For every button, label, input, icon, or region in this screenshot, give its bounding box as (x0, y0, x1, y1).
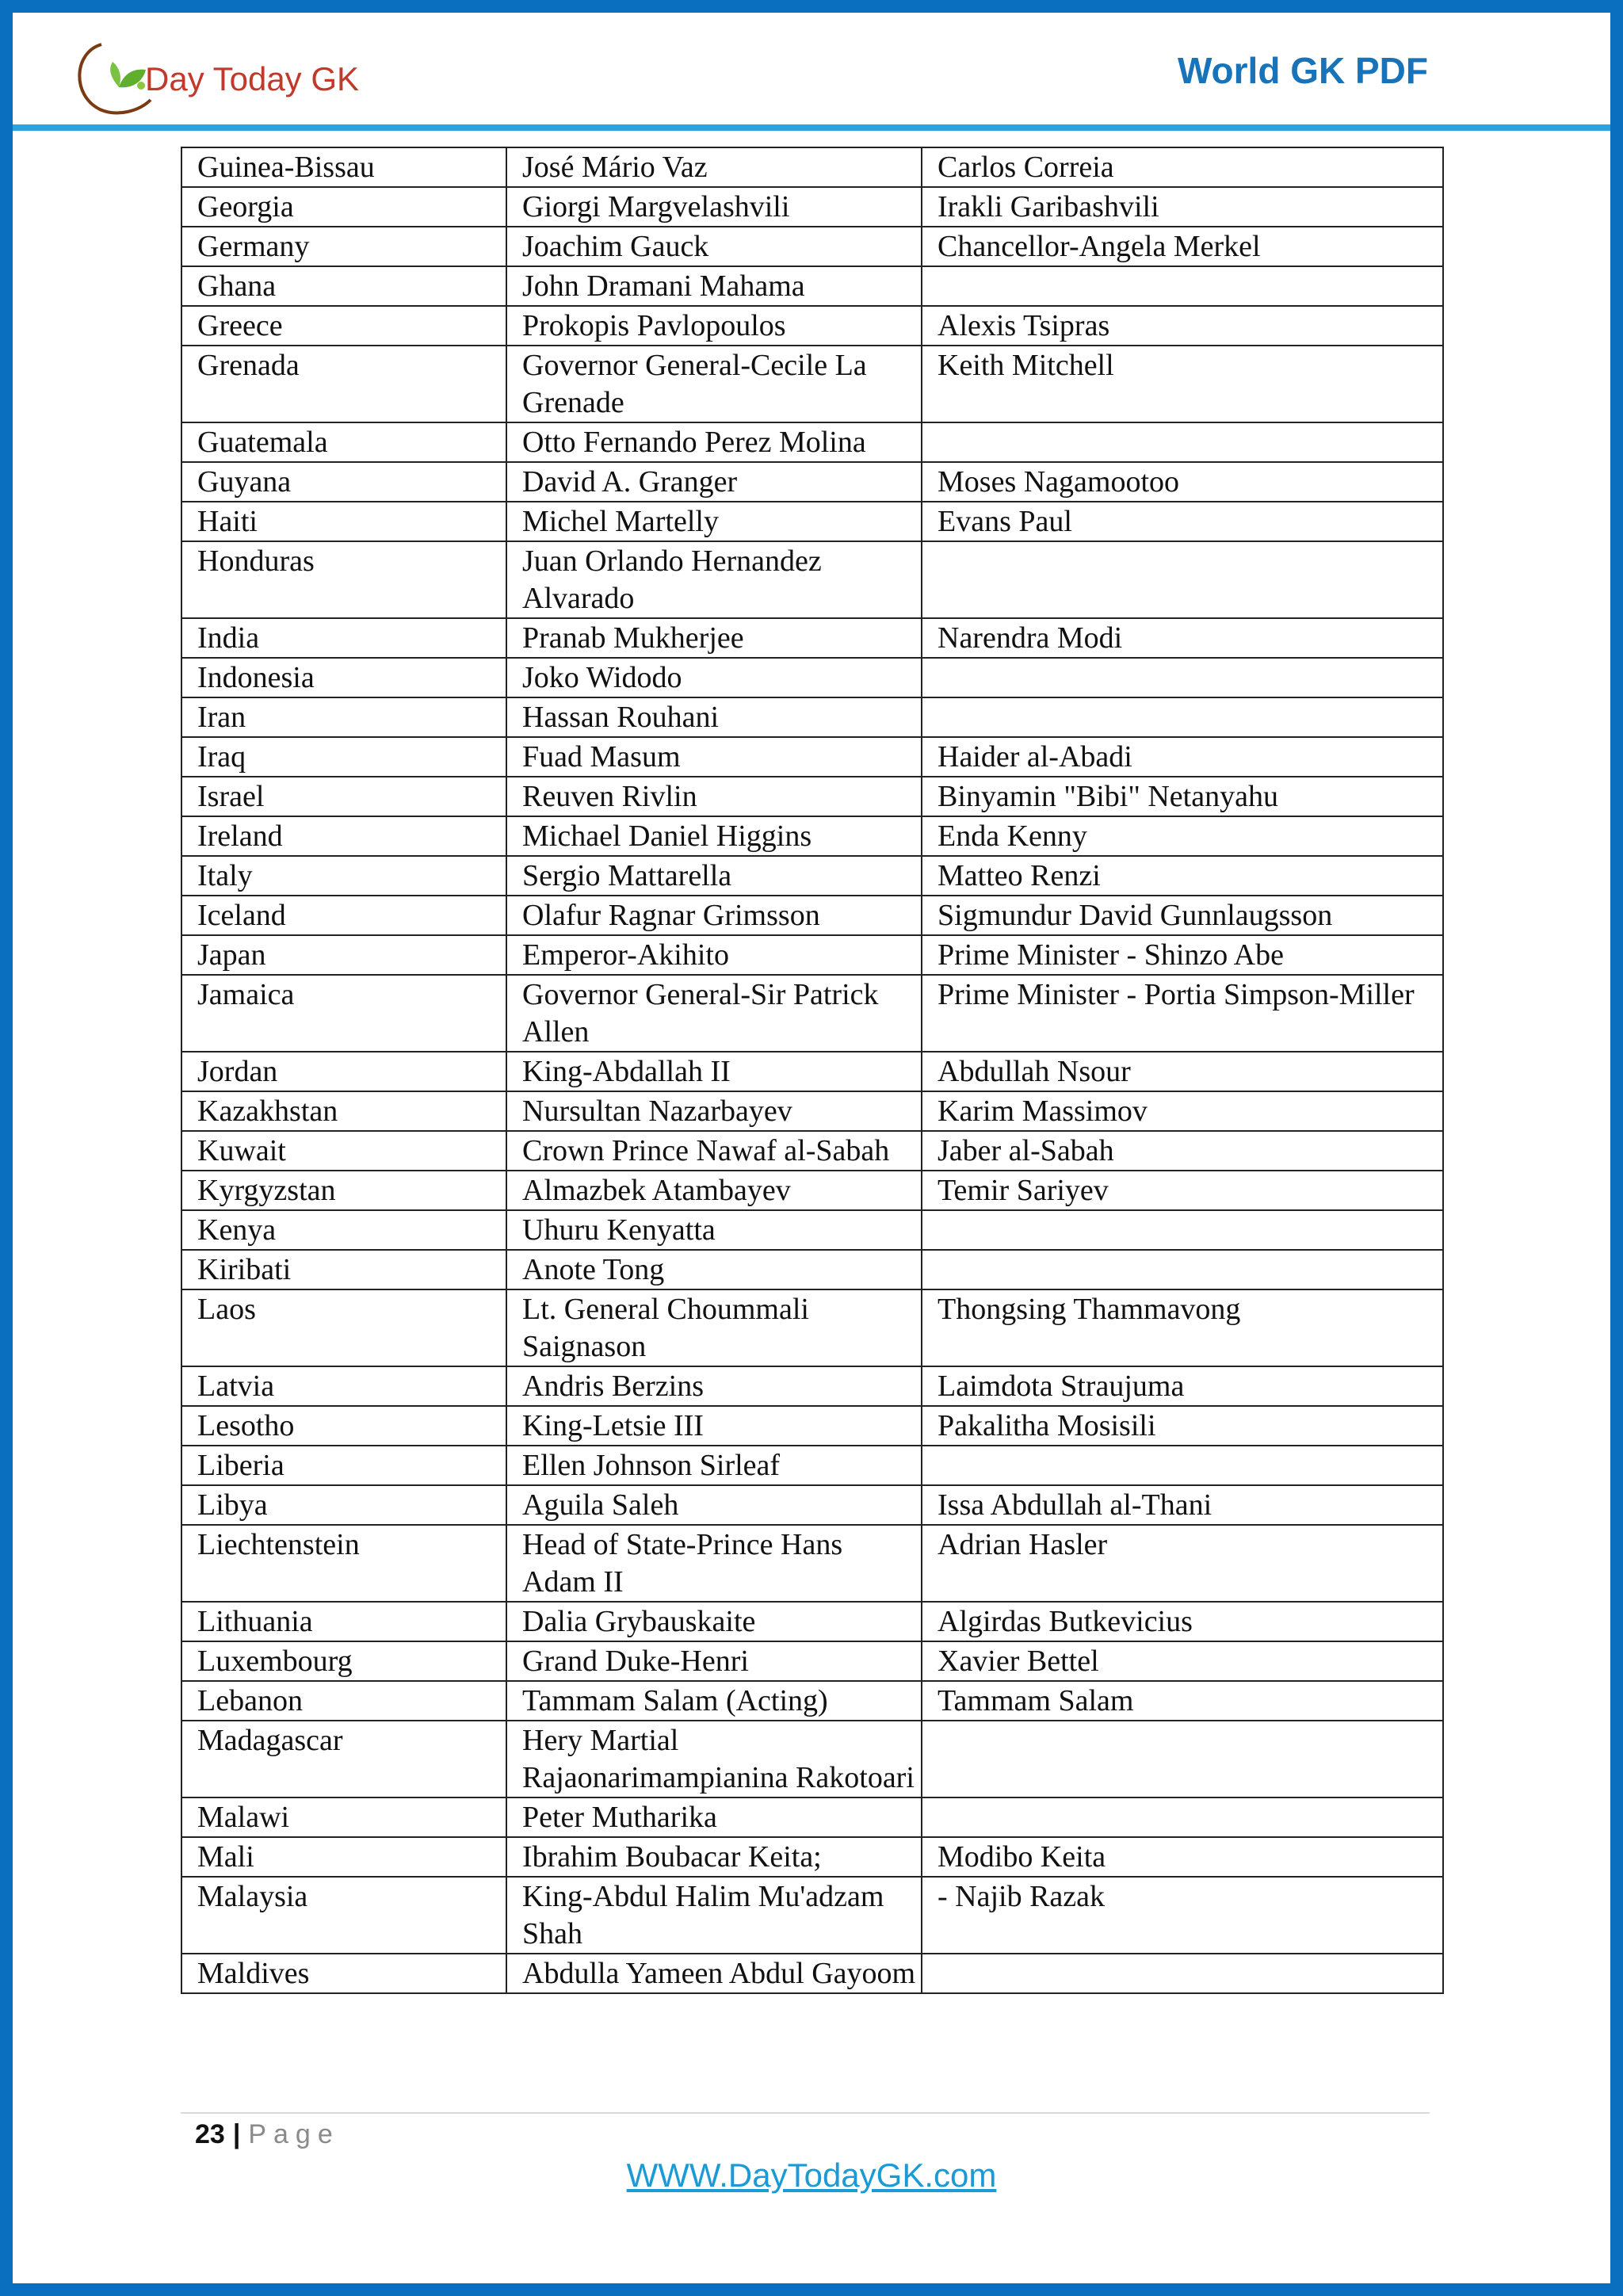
country-cell: Luxembourg (181, 1641, 506, 1681)
country-cell: Kuwait (181, 1131, 506, 1171)
head-of-government-cell: - Najib Razak (922, 1877, 1443, 1954)
head-of-government-cell: Binyamin "Bibi" Netanyahu (922, 777, 1443, 816)
table-row (181, 1131, 1443, 1171)
logo-text: Day Today GK (145, 60, 360, 97)
head-of-state-cell: Hassan Rouhani (506, 697, 922, 737)
country-cell: Ghana (181, 266, 506, 306)
head-of-state-cell: Crown Prince Nawaf al-Sabah (506, 1131, 922, 1171)
country-cell: Indonesia (181, 658, 506, 697)
head-of-government-cell (922, 541, 1443, 618)
head-of-government-cell: Algirdas Butkevicius (922, 1602, 1443, 1641)
header-divider (13, 124, 1610, 131)
country-cell: Latvia (181, 1366, 506, 1406)
head-of-government-cell: Prime Minister - Shinzo Abe (922, 935, 1443, 975)
head-of-state-cell: José Mário Vaz (506, 147, 922, 187)
country-cell: Iceland (181, 896, 506, 935)
head-of-government-cell: Karim Massimov (922, 1091, 1443, 1131)
head-of-government-cell: Pakalitha Mosisili (922, 1406, 1443, 1446)
head-of-government-cell (922, 1721, 1443, 1797)
head-of-state-cell: John Dramani Mahama (506, 266, 922, 306)
head-of-government-cell (922, 1954, 1443, 1993)
country-cell: Ireland (181, 816, 506, 856)
table-row (181, 1681, 1443, 1721)
table-row (181, 856, 1443, 896)
head-of-state-cell: Giorgi Margvelashvili (506, 187, 922, 227)
document-title: World GK PDF (1177, 50, 1428, 91)
table-row (181, 227, 1443, 266)
head-of-government-cell: Issa Abdullah al-Thani (922, 1485, 1443, 1525)
table-row (181, 346, 1443, 422)
table-row (181, 1210, 1443, 1250)
table-row (181, 266, 1443, 306)
footer-divider (181, 2112, 1430, 2114)
table-row (181, 935, 1443, 975)
table-row (181, 1954, 1443, 1993)
page-label: Page (248, 2119, 340, 2149)
country-cell: Greece (181, 306, 506, 346)
country-cell: Libya (181, 1485, 506, 1525)
head-of-state-cell: Grand Duke-Henri (506, 1641, 922, 1681)
table-row (181, 187, 1443, 227)
page-number-value: 23 (195, 2119, 225, 2149)
table-row (181, 1797, 1443, 1837)
head-of-state-cell: Dalia Grybauskaite (506, 1602, 922, 1641)
head-of-government-cell: Matteo Renzi (922, 856, 1443, 896)
head-of-state-cell: Andris Berzins (506, 1366, 922, 1406)
country-cell: Guatemala (181, 422, 506, 462)
country-cell: Haiti (181, 502, 506, 541)
heads-of-state-table (181, 147, 1444, 1994)
logo-leaf-icon (70, 38, 157, 117)
table-row (181, 697, 1443, 737)
head-of-state-cell: Tammam Salam (Acting) (506, 1681, 922, 1721)
head-of-state-cell: Sergio Mattarella (506, 856, 922, 896)
head-of-government-cell: Tammam Salam (922, 1681, 1443, 1721)
head-of-government-cell: Modibo Keita (922, 1837, 1443, 1877)
country-cell: Italy (181, 856, 506, 896)
country-cell: Japan (181, 935, 506, 975)
country-cell: Grenada (181, 346, 506, 422)
table-row (181, 658, 1443, 697)
head-of-state-cell: Aguila Saleh (506, 1485, 922, 1525)
head-of-government-cell: Laimdota Straujuma (922, 1366, 1443, 1406)
head-of-state-cell: King-Abdul Halim Mu'adzam Shah (506, 1877, 922, 1954)
table-row (181, 1877, 1443, 1954)
country-cell: Malaysia (181, 1877, 506, 1954)
table-row (181, 737, 1443, 777)
table-row (181, 1406, 1443, 1446)
head-of-government-cell: Abdullah Nsour (922, 1052, 1443, 1091)
head-of-government-cell: Irakli Garibashvili (922, 187, 1443, 227)
country-cell: Madagascar (181, 1721, 506, 1797)
head-of-government-cell: Temir Sariyev (922, 1171, 1443, 1210)
country-cell: Jordan (181, 1052, 506, 1091)
country-cell: Kiribati (181, 1250, 506, 1289)
country-cell: Malawi (181, 1797, 506, 1837)
country-cell: Liechtenstein (181, 1525, 506, 1602)
country-cell: Honduras (181, 541, 506, 618)
head-of-state-cell: Peter Mutharika (506, 1797, 922, 1837)
page-number (195, 2119, 340, 2150)
head-of-state-cell: Pranab Mukherjee (506, 618, 922, 658)
head-of-state-cell: Joachim Gauck (506, 227, 922, 266)
head-of-state-cell: David A. Granger (506, 462, 922, 502)
table-row (181, 306, 1443, 346)
country-cell: Maldives (181, 1954, 506, 1993)
head-of-government-cell (922, 1250, 1443, 1289)
head-of-state-cell: Ellen Johnson Sirleaf (506, 1446, 922, 1485)
head-of-state-cell: Ibrahim Boubacar Keita; (506, 1837, 922, 1877)
table-row (181, 1721, 1443, 1797)
head-of-state-cell: Juan Orlando Hernandez Alvarado (506, 541, 922, 618)
table-row (181, 462, 1443, 502)
table-row (181, 1641, 1443, 1681)
table-row (181, 1171, 1443, 1210)
head-of-state-cell: Governor General-Cecile La Grenade (506, 346, 922, 422)
table-row (181, 816, 1443, 856)
head-of-state-cell: Fuad Masum (506, 737, 922, 777)
head-of-state-cell: Joko Widodo (506, 658, 922, 697)
table-row (181, 1446, 1443, 1485)
country-cell: Jamaica (181, 975, 506, 1052)
head-of-state-cell: Lt. General Choummali Saignason (506, 1289, 922, 1366)
table-body (181, 147, 1443, 1993)
country-cell: Kazakhstan (181, 1091, 506, 1131)
country-cell: Guyana (181, 462, 506, 502)
table-row (181, 147, 1443, 187)
head-of-government-cell (922, 697, 1443, 737)
head-of-state-cell: Michel Martelly (506, 502, 922, 541)
head-of-state-cell: Nursultan Nazarbayev (506, 1091, 922, 1131)
table-row (181, 1289, 1443, 1366)
head-of-state-cell: King-Letsie III (506, 1406, 922, 1446)
table-row (181, 1366, 1443, 1406)
head-of-government-cell: Adrian Hasler (922, 1525, 1443, 1602)
head-of-government-cell: Carlos Correia (922, 147, 1443, 187)
country-cell: Germany (181, 227, 506, 266)
table-row (181, 1250, 1443, 1289)
head-of-government-cell: Enda Kenny (922, 816, 1443, 856)
head-of-government-cell: Thongsing Thammavong (922, 1289, 1443, 1366)
country-cell: India (181, 618, 506, 658)
country-cell: Liberia (181, 1446, 506, 1485)
country-cell: Kyrgyzstan (181, 1171, 506, 1210)
head-of-state-cell: Olafur Ragnar Grimsson (506, 896, 922, 935)
table-row (181, 541, 1443, 618)
country-cell: Iran (181, 697, 506, 737)
head-of-government-cell (922, 1797, 1443, 1837)
head-of-government-cell (922, 422, 1443, 462)
head-of-state-cell: Governor General-Sir Patrick Allen (506, 975, 922, 1052)
country-cell: Iraq (181, 737, 506, 777)
head-of-state-cell: Hery Martial Rajaonarimampianina Rakotoari (506, 1721, 922, 1797)
head-of-state-cell: Abdulla Yameen Abdul Gayoom (506, 1954, 922, 1993)
head-of-state-cell: Almazbek Atambayev (506, 1171, 922, 1210)
head-of-government-cell (922, 266, 1443, 306)
head-of-government-cell: Evans Paul (922, 502, 1443, 541)
head-of-government-cell: Prime Minister - Portia Simpson-Miller (922, 975, 1443, 1052)
website-link[interactable]: WWW.DayTodayGK.com (626, 2157, 997, 2194)
head-of-state-cell: King-Abdallah II (506, 1052, 922, 1091)
table-row (181, 1052, 1443, 1091)
head-of-government-cell: Sigmundur David Gunnlaugsson (922, 896, 1443, 935)
table-row (181, 1525, 1443, 1602)
head-of-government-cell: Keith Mitchell (922, 346, 1443, 422)
country-cell: Guinea-Bissau (181, 147, 506, 187)
head-of-government-cell: Narendra Modi (922, 618, 1443, 658)
country-cell: Israel (181, 777, 506, 816)
head-of-government-cell: Haider al-Abadi (922, 737, 1443, 777)
country-cell: Lithuania (181, 1602, 506, 1641)
head-of-state-cell: Head of State-Prince Hans Adam II (506, 1525, 922, 1602)
head-of-government-cell (922, 658, 1443, 697)
table-row (181, 1485, 1443, 1525)
table-row (181, 1091, 1443, 1131)
table-row (181, 777, 1443, 816)
page-separator: | (232, 2119, 241, 2149)
table-row (181, 975, 1443, 1052)
head-of-government-cell (922, 1210, 1443, 1250)
head-of-state-cell: Reuven Rivlin (506, 777, 922, 816)
country-cell: Lebanon (181, 1681, 506, 1721)
head-of-state-cell: Michael Daniel Higgins (506, 816, 922, 856)
table-row (181, 1837, 1443, 1877)
head-of-state-cell: Uhuru Kenyatta (506, 1210, 922, 1250)
table-row (181, 422, 1443, 462)
head-of-government-cell: Moses Nagamootoo (922, 462, 1443, 502)
table-row (181, 618, 1443, 658)
table-row (181, 896, 1443, 935)
head-of-government-cell: Xavier Bettel (922, 1641, 1443, 1681)
country-cell: Lesotho (181, 1406, 506, 1446)
head-of-government-cell: Alexis Tsipras (922, 306, 1443, 346)
head-of-government-cell: Jaber al-Sabah (922, 1131, 1443, 1171)
table-row (181, 502, 1443, 541)
head-of-government-cell: Chancellor-Angela Merkel (922, 227, 1443, 266)
head-of-government-cell (922, 1446, 1443, 1485)
country-cell: Laos (181, 1289, 506, 1366)
country-cell: Mali (181, 1837, 506, 1877)
table-row (181, 1602, 1443, 1641)
head-of-state-cell: Anote Tong (506, 1250, 922, 1289)
head-of-state-cell: Otto Fernando Perez Molina (506, 422, 922, 462)
country-cell: Georgia (181, 187, 506, 227)
head-of-state-cell: Emperor-Akihito (506, 935, 922, 975)
head-of-state-cell: Prokopis Pavlopoulos (506, 306, 922, 346)
country-cell: Kenya (181, 1210, 506, 1250)
